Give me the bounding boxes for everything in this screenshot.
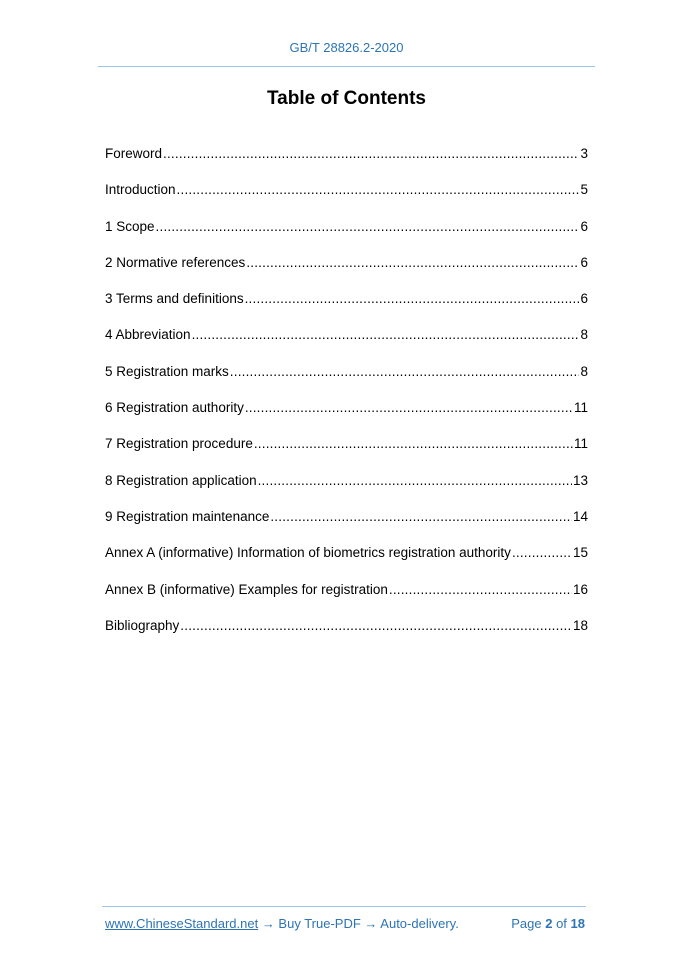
page-of-label: of <box>556 916 567 931</box>
toc-entry-annex-a[interactable] <box>105 545 588 581</box>
running-header <box>0 40 693 55</box>
toc-entry-page: 6 <box>580 254 588 270</box>
footer-promo <box>105 916 459 931</box>
toc-entry-terms-and-definitions[interactable] <box>105 291 588 327</box>
toc-entry-introduction[interactable] <box>105 182 588 218</box>
toc-entry-label: 5 Registration marks <box>105 363 229 379</box>
toc-entry-page: 11 <box>573 436 588 452</box>
toc-entry-label: 7 Registration procedure <box>105 436 253 452</box>
page-label: Page <box>511 916 542 931</box>
toc-entry-label: 6 Registration authority <box>105 400 244 416</box>
dot-leader <box>230 364 580 380</box>
dot-leader <box>180 618 572 634</box>
dot-leader <box>245 400 573 416</box>
toc-entry-label: Bibliography <box>105 617 180 633</box>
promo-text: → Buy True-PDF → Auto-delivery. <box>258 916 459 931</box>
toc-entry-registration-procedure[interactable] <box>105 436 588 472</box>
toc-entry-registration-marks[interactable] <box>105 364 588 400</box>
footer-divider <box>102 906 586 907</box>
dot-leader <box>177 182 580 198</box>
toc-entry-scope[interactable] <box>105 219 588 255</box>
toc-entry-page: 5 <box>580 182 588 198</box>
document-id: GB/T 28826.2-2020 <box>289 40 404 55</box>
toc-entry-label: 4 Abbreviation <box>105 327 191 343</box>
dot-leader <box>254 436 573 452</box>
dot-leader <box>245 291 580 307</box>
toc-entry-label: 1 Scope <box>105 218 155 234</box>
toc-entry-annex-b[interactable] <box>105 582 588 618</box>
dot-leader <box>258 473 572 489</box>
current-page: 2 <box>545 916 553 931</box>
toc-entry-page: 8 <box>580 363 588 379</box>
toc-entry-registration-maintenance[interactable] <box>105 509 588 545</box>
toc-entry-label: 2 Normative references <box>105 254 246 270</box>
toc-entry-page: 11 <box>573 400 588 416</box>
toc-entry-label: Foreword <box>105 146 163 161</box>
toc-entry-page: 6 <box>580 218 588 234</box>
toc-entry-page: 6 <box>580 291 588 307</box>
toc-entry-foreword[interactable] <box>105 146 588 182</box>
toc-entry-page: 3 <box>580 146 588 161</box>
toc-entry-label: 8 Registration application <box>105 472 257 488</box>
dot-leader <box>512 545 572 561</box>
toc-entry-label: Introduction <box>105 182 176 198</box>
toc-entry-normative-references[interactable] <box>105 255 588 291</box>
toc-entry-label: Annex B (informative) Examples for registration <box>105 581 388 597</box>
dot-leader <box>156 219 580 235</box>
toc-entry-registration-application[interactable] <box>105 473 588 509</box>
toc-entry-registration-authority[interactable] <box>105 400 588 436</box>
toc-entry-abbreviation[interactable] <box>105 327 588 363</box>
website-link[interactable]: www.ChineseStandard.net <box>105 916 259 931</box>
page-title: Table of Contents <box>266 88 427 109</box>
toc-entry-label: 9 Registration maintenance <box>105 508 270 524</box>
header-divider <box>98 66 595 67</box>
dot-leader <box>389 582 572 598</box>
toc-entry-page: 13 <box>572 472 588 488</box>
toc-entry-bibliography[interactable] <box>105 618 588 654</box>
dot-leader <box>192 327 580 343</box>
toc-entry-label: Annex A (informative) Information of biometrics registration authority <box>105 545 511 561</box>
table-of-contents <box>105 146 588 654</box>
total-pages: 18 <box>570 916 585 931</box>
toc-entry-page: 18 <box>572 617 588 633</box>
dot-leader <box>163 146 579 162</box>
dot-leader <box>270 509 572 525</box>
page-number <box>511 916 585 931</box>
toc-entry-page: 15 <box>572 545 588 561</box>
toc-entry-page: 8 <box>580 327 588 343</box>
toc-entry-page: 14 <box>572 508 588 524</box>
dot-leader <box>246 255 579 271</box>
toc-entry-page: 16 <box>572 581 588 597</box>
toc-entry-label: 3 Terms and definitions <box>105 291 244 307</box>
